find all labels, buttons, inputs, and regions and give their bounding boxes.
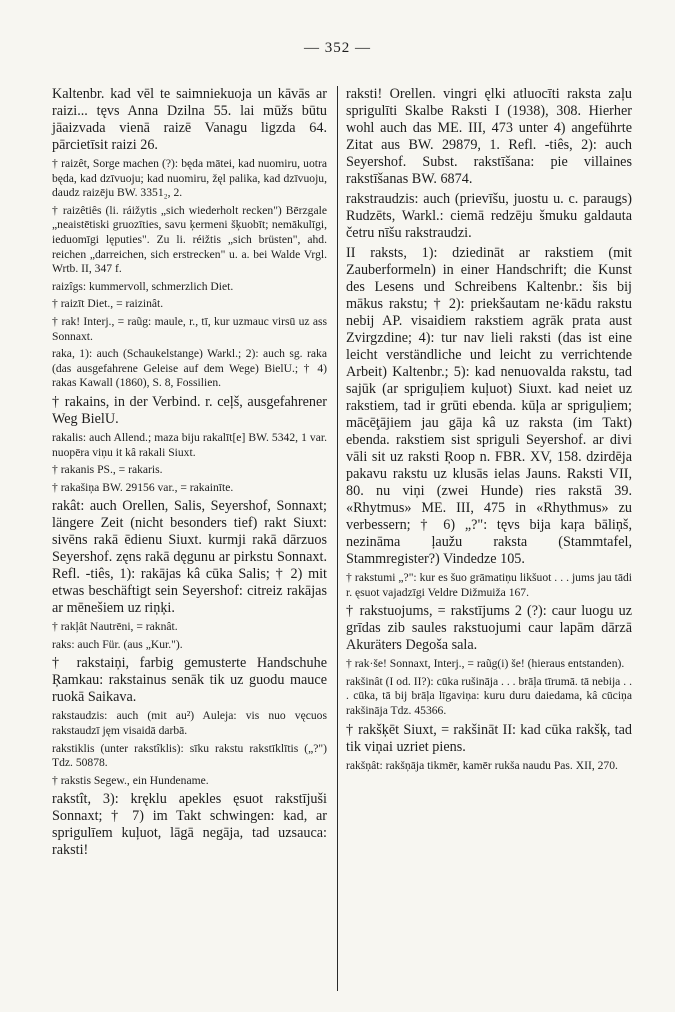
dictionary-entry: † rakstis Segew., ein Hundename. <box>52 773 209 787</box>
dictionary-entry: raksti! Orellen. vingri ęlki atluocīti raksta zaļu sprigulīti Skalbe Raksti I (1938), 308. Hierher wohl auch das ME. III, 473 unter 4) angeführte Zitat aus BW. 29879, 1. Refl. -tiês, 2): auch Seyershof. Subst. rakstīšana: pie villaines rakstīšanas BW. 6874. <box>346 86 632 187</box>
column-divider <box>337 86 338 991</box>
dictionary-entry: rakât: auch Orellen, Salis, Seyershof, Sonnaxt; längere Zeit (nicht besonders tief) rakt Siuxt: sivēns rakā ēdienu Siuxt. kurmji rakā dārzuos Seyershof. zęns rakā dęgunu ar pirkstu Sonnaxt. Refl. -tiês, 1): rakājas kâ cūka Salis; † 2) mit etwas beschäftigt sein Seyershof: citreiz rakājas ar mēnešiem uz riņķi. <box>52 498 327 617</box>
dictionary-entry: † raizêtiês (li. ráižytis „sich wiederholt recken") Bērzgale „neaistētiski gruozīties, savu ķermeni šķuobīt; nemākulīgi, ieduomīgi lęputies". Zu li. réižtis „sich brüsten", ahd. reichen „darreichen, sich erstrecken" u. a. bei Walde Vrgl. Wrtb. II, 347 f. <box>52 203 327 276</box>
dictionary-entry: † rak! Interj., = raũg: maule, r., tī, kur uzmauc virsū uz ass Sonnaxt. <box>52 314 327 343</box>
dictionary-entry: rakstraudzis: auch (prievīšu, juostu u. c. paraugs) Rudzēts, Warkl.: ciemā redzēju šmuku galdauta četru nīšu rakstraudzi. <box>346 191 632 241</box>
dictionary-entry: rakšinât (I od. II?): cūka rušināja . . . brāļa tīrumā. tā nebija . . . cūka, tā bij brāļa līgaviņa: kuru duru daiedama, kâ cūciņa rakšināja Tdz. 45366. <box>346 674 632 717</box>
dictionary-entry: † rakstaiņi, farbig gemusterte Handschuhe Ŗamkau: rakstainus senāk tik uz guodu mauce ruokā Saikava. <box>52 655 327 706</box>
dictionary-entry: raks: auch Für. (aus „Kur."). <box>52 637 183 651</box>
dictionary-entry: rakstiklis (unter rakstîklis): sīku rakstu rakstīklītis („?") Tdz. 50878. <box>52 741 327 770</box>
dictionary-entry: rakstaudzis: auch (mit au²) Auleja: vis nuo vęcuos rakstaudzī jęm visaidā darbā. <box>52 709 327 738</box>
dictionary-entry: † rakstuojums, = rakstījums 2 (?): caur luogu uz grīdas zib saules rakstuojumi caur lapām dārzā Akuräters Degoša sala. <box>346 603 632 654</box>
dictionary-entry: raka, 1): auch (Schaukelstange) Warkl.; 2): auch sg. raka (das ausgefahrene Geleise auf dem Wege) BielU.; † 4) rakas Kawall (1860), S. 8, Fossilien. <box>52 347 327 390</box>
dictionary-entry: II raksts, 1): dziedināt ar rakstiem (mit Zauberformeln) in einer Handschrift; die Kunst des Lesens und Schreibens Kaltenbr.: šis bij mākus rakstu; † 2): priekšautam ne·kādu rakstu nebij AP. visaidiem rakstiem agrāk prata aust Zvirgzdine; 4): tur nav lieli raksti (das ist eine leicht verständliche und leicht zu verrichtende Arbeit) Kaltenbr.; 5): kad nenuovalda rakstu, tad sajūk (ar spriguļiem kuļuot) Siuxt. kad neiet uz rakstiem, tad ir grūti ebenda. kūļa ar spriguļiem; mācēţājiem jau gāja kâ uz raksta (im Takt) ebenda. rakstiem sist spriguli Seyershof. ar divi vāli sit uz raksti Ŗoop n. FBR. XV, 158. dzirdēja pakavu rakstu uz klusās ielas Jauns. Raksti VII, 80. nu viņi (zwei Hunde) ries rakstā 39. «Rhytmus» ME. III, 475 in «Rhythmus» zu verbessern; † 6) „?": tęvs bija kaŗa bāliņš, nezināma ļaužu raksta (Stammtafel, Stammregister?) Vindedze 105. <box>346 245 632 567</box>
dictionary-entry: † rakains, in der Verbind. r. ceļš, ausgefahrener Weg BielU. <box>52 393 327 427</box>
dictionary-entry: raizîgs: kummervoll, schmerzlich Diet. <box>52 279 234 293</box>
dictionary-entry: † rakašiņa BW. 29156 var., = rakainīte. <box>52 480 234 494</box>
dictionary-entry: † rakstumi „?": kur es šuo grāmatiņu likšuot . . . jums jau tādi r. ęsuot vajadzīgi Veldre Dižmuiža 167. <box>346 571 632 599</box>
dictionary-entry: † rakšķēt Siuxt, = rakšināt II: kad cūka rakšķ, tad tik viņai uzriet piens. <box>346 721 632 755</box>
left-column <box>52 86 327 859</box>
dictionary-entry: rakstît, 3): kręklu apekles ęsuot rakstījuši Sonnaxt; † 7) im Takt schwingen: kad, ar sprigulīem kuļuot, lāgā negāja, tad uzsauca: raksti! <box>52 791 327 859</box>
dictionary-entry: † rak·še! Sonnaxt, Interj., = raũg(i) še! (hieraus entstanden). <box>346 657 625 671</box>
right-column <box>346 86 632 773</box>
dictionary-entry: † raizīt Diet., = raizinât. <box>52 297 164 311</box>
dictionary-entry: † raizêt, Sorge machen (?): będa mātei, kad nuomiru, uotra będa, kad dzīvuoju; kad nuomiru, žęl palika, kad dzīvuoju, daudz raizēju BW. 3351₂, 2. <box>52 157 327 200</box>
dictionary-entry: rakalis: auch Allend.; maza biju rakalīt[e] BW. 5342, 1 var. nuopēra viņu it kâ rakali Siuxt. <box>52 430 327 459</box>
page-number: — 352 — <box>304 40 371 56</box>
dictionary-entry: † rakanis PS., = rakaris. <box>52 463 163 477</box>
dictionary-entry: Kaltenbr. kad vēl te saimniekuoja un kāvās ar raizi... tęvs Anna Dzilna 55. lai mūžs būtu jāaizvada vienā raizē Vanagu ligzda 64. pārcietīsit raizi 26. <box>52 86 327 153</box>
dictionary-entry: rakšņât: rakšņāja tikmēr, kamēr rukša naudu Pas. XII, 270. <box>346 758 618 772</box>
dictionary-entry: † rakļât Nautrēni, = raknât. <box>52 620 178 634</box>
